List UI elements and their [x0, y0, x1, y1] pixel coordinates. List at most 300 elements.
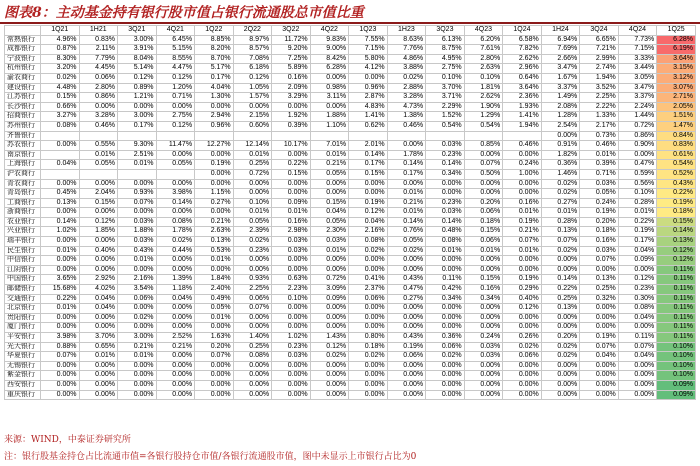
- value-cell: 0.88%: [41, 342, 80, 352]
- value-cell: 2.80%: [464, 54, 503, 64]
- value-cell: [156, 169, 195, 179]
- value-cell: 0.00%: [310, 265, 349, 275]
- value-cell: 0.25%: [541, 294, 580, 304]
- value-cell: 2.25%: [580, 93, 619, 103]
- value-cell: 0.00%: [156, 256, 195, 266]
- value-cell: 0.04%: [41, 160, 80, 170]
- value-cell: 0.25%: [233, 342, 272, 352]
- value-cell: [79, 169, 118, 179]
- latest-value-cell: 0.54%: [657, 160, 696, 170]
- value-cell: 1.43%: [310, 333, 349, 343]
- value-cell: 0.12%: [118, 73, 157, 83]
- latest-value-cell: 0.11%: [657, 333, 696, 343]
- value-cell: 0.00%: [387, 313, 426, 323]
- value-cell: 0.00%: [310, 189, 349, 199]
- value-cell: 2.62%: [503, 54, 542, 64]
- value-cell: 8.85%: [195, 35, 234, 45]
- value-cell: 0.13%: [41, 198, 80, 208]
- value-cell: 0.22%: [272, 160, 311, 170]
- bank-name: 华夏银行: [5, 352, 41, 362]
- table-row: [5, 131, 696, 141]
- value-cell: 3.98%: [41, 333, 80, 343]
- value-cell: 0.00%: [195, 361, 234, 371]
- latest-value-cell: 0.52%: [657, 169, 696, 179]
- value-cell: 0.00%: [464, 390, 503, 400]
- value-cell: 0.05%: [79, 160, 118, 170]
- value-cell: 8.63%: [387, 35, 426, 45]
- value-cell: 0.02%: [541, 352, 580, 362]
- value-cell: 2.99%: [580, 54, 619, 64]
- value-cell: 7.73%: [618, 35, 657, 45]
- value-cell: 0.19%: [503, 275, 542, 285]
- bank-name: 西安银行: [5, 380, 41, 390]
- bank-name: 邮储银行: [5, 285, 41, 295]
- value-cell: 0.06%: [233, 294, 272, 304]
- value-cell: 0.71%: [156, 93, 195, 103]
- value-cell: 0.14%: [387, 217, 426, 227]
- value-cell: 0.00%: [580, 323, 619, 333]
- value-cell: 0.00%: [272, 102, 311, 112]
- value-cell: 0.20%: [541, 333, 580, 343]
- value-cell: 0.08%: [156, 217, 195, 227]
- table-row: [5, 227, 696, 237]
- value-cell: 0.00%: [541, 256, 580, 266]
- value-cell: 0.15%: [79, 198, 118, 208]
- value-cell: 2.75%: [426, 64, 465, 74]
- value-cell: 0.02%: [387, 73, 426, 83]
- value-cell: 0.00%: [426, 304, 465, 314]
- value-cell: 2.16%: [349, 227, 388, 237]
- value-cell: 0.00%: [118, 265, 157, 275]
- value-cell: 0.86%: [618, 131, 657, 141]
- value-cell: 0.00%: [464, 304, 503, 314]
- value-cell: 0.00%: [618, 380, 657, 390]
- value-cell: 0.22%: [541, 285, 580, 295]
- value-cell: 0.03%: [272, 352, 311, 362]
- value-cell: 4.45%: [79, 64, 118, 74]
- value-cell: 0.43%: [387, 333, 426, 343]
- value-cell: 2.11%: [79, 45, 118, 55]
- value-cell: 0.02%: [156, 237, 195, 247]
- bank-name: 沪农商行: [5, 169, 41, 179]
- value-cell: 2.09%: [272, 83, 311, 93]
- bank-name: 长沙银行: [5, 102, 41, 112]
- value-cell: 3.28%: [387, 93, 426, 103]
- value-cell: 1.38%: [387, 112, 426, 122]
- value-cell: 3.27%: [41, 112, 80, 122]
- source-note: 来源：WIND，中泰证券研究所: [4, 435, 131, 445]
- value-cell: 0.01%: [118, 352, 157, 362]
- value-cell: 0.00%: [41, 361, 80, 371]
- value-cell: 0.08%: [426, 237, 465, 247]
- bank-name: 北京银行: [5, 304, 41, 314]
- value-cell: 0.18%: [464, 217, 503, 227]
- value-cell: 0.15%: [349, 169, 388, 179]
- value-cell: 0.65%: [79, 342, 118, 352]
- value-cell: 0.76%: [387, 227, 426, 237]
- value-cell: 0.00%: [272, 150, 311, 160]
- value-cell: 1.30%: [195, 93, 234, 103]
- value-cell: 0.98%: [310, 83, 349, 93]
- value-cell: 0.00%: [272, 380, 311, 390]
- value-cell: 0.00%: [41, 141, 80, 151]
- value-cell: 8.04%: [118, 54, 157, 64]
- value-cell: 8.70%: [195, 54, 234, 64]
- value-cell: 0.43%: [387, 275, 426, 285]
- value-cell: 0.00%: [349, 179, 388, 189]
- value-cell: 0.54%: [464, 121, 503, 131]
- value-cell: 9.30%: [118, 141, 157, 151]
- value-cell: 0.16%: [503, 198, 542, 208]
- value-cell: 0.00%: [118, 179, 157, 189]
- value-cell: 0.01%: [41, 246, 80, 256]
- value-cell: 0.00%: [349, 371, 388, 381]
- value-cell: 0.00%: [195, 102, 234, 112]
- value-cell: 0.00%: [310, 179, 349, 189]
- value-cell: 6.28%: [310, 64, 349, 74]
- value-cell: 0.00%: [618, 361, 657, 371]
- value-cell: 0.07%: [41, 352, 80, 362]
- bank-name: 农业银行: [5, 217, 41, 227]
- value-cell: 0.59%: [618, 169, 657, 179]
- value-cell: 0.00%: [310, 313, 349, 323]
- value-cell: 2.51%: [118, 150, 157, 160]
- value-cell: 1.92%: [272, 112, 311, 122]
- value-cell: 0.21%: [387, 198, 426, 208]
- table-row: [5, 285, 696, 295]
- value-cell: 3.88%: [387, 64, 426, 74]
- value-cell: 0.03%: [426, 208, 465, 218]
- value-cell: 0.12%: [233, 73, 272, 83]
- value-cell: 5.17%: [195, 64, 234, 74]
- value-cell: 1.00%: [503, 169, 542, 179]
- value-cell: 0.05%: [310, 169, 349, 179]
- value-cell: 8.42%: [310, 54, 349, 64]
- value-cell: 1.52%: [426, 112, 465, 122]
- table-row: [5, 64, 696, 74]
- latest-value-cell: 6.28%: [657, 35, 696, 45]
- value-cell: 0.00%: [580, 371, 619, 381]
- value-cell: 0.00%: [387, 390, 426, 400]
- value-cell: 0.00%: [79, 179, 118, 189]
- value-cell: 0.41%: [349, 275, 388, 285]
- value-cell: 0.00%: [426, 361, 465, 371]
- value-cell: 8.57%: [233, 45, 272, 55]
- value-cell: 0.02%: [349, 352, 388, 362]
- value-cell: 0.06%: [387, 352, 426, 362]
- value-cell: 0.00%: [387, 371, 426, 381]
- bank-name: 青农商行: [5, 179, 41, 189]
- value-cell: 1.93%: [503, 102, 542, 112]
- value-cell: 0.06%: [503, 352, 542, 362]
- value-cell: 0.00%: [580, 265, 619, 275]
- value-cell: 0.00%: [118, 323, 157, 333]
- latest-value-cell: 0.11%: [657, 304, 696, 314]
- value-cell: 3.05%: [618, 73, 657, 83]
- value-cell: 0.14%: [349, 150, 388, 160]
- value-cell: 0.00%: [41, 380, 80, 390]
- value-cell: 0.00%: [195, 208, 234, 218]
- value-cell: 0.00%: [541, 313, 580, 323]
- column-header: 4Q24: [618, 26, 657, 36]
- value-cell: 0.14%: [426, 217, 465, 227]
- value-cell: 0.22%: [618, 217, 657, 227]
- value-cell: 0.21%: [195, 217, 234, 227]
- value-cell: 1.41%: [503, 112, 542, 122]
- value-cell: 0.00%: [310, 380, 349, 390]
- value-cell: 0.02%: [541, 342, 580, 352]
- value-cell: 0.05%: [233, 217, 272, 227]
- value-cell: 0.12%: [79, 217, 118, 227]
- value-cell: 7.01%: [310, 141, 349, 151]
- bank-name: 青岛银行: [5, 189, 41, 199]
- value-cell: 0.00%: [464, 150, 503, 160]
- value-cell: 2.30%: [310, 227, 349, 237]
- value-cell: 0.36%: [426, 333, 465, 343]
- value-cell: 6.13%: [426, 35, 465, 45]
- value-cell: 0.00%: [426, 323, 465, 333]
- value-cell: 0.01%: [195, 256, 234, 266]
- value-cell: 0.02%: [118, 313, 157, 323]
- value-cell: 0.00%: [118, 361, 157, 371]
- value-cell: 0.00%: [503, 189, 542, 199]
- value-cell: 0.00%: [618, 265, 657, 275]
- value-cell: 0.00%: [272, 265, 311, 275]
- value-cell: 0.00%: [272, 179, 311, 189]
- value-cell: 0.72%: [233, 169, 272, 179]
- value-cell: 0.21%: [118, 342, 157, 352]
- latest-value-cell: 0.09%: [657, 380, 696, 390]
- value-cell: 7.55%: [349, 35, 388, 45]
- table-row: [5, 83, 696, 93]
- value-cell: 3.37%: [618, 93, 657, 103]
- value-cell: 0.00%: [195, 179, 234, 189]
- column-header: 3Q24: [580, 26, 619, 36]
- table-row: [5, 380, 696, 390]
- value-cell: 0.23%: [272, 342, 311, 352]
- value-cell: 7.21%: [580, 45, 619, 55]
- value-cell: 0.03%: [118, 217, 157, 227]
- latest-value-cell: 0.83%: [657, 141, 696, 151]
- value-cell: 0.17%: [195, 73, 234, 83]
- value-cell: 0.21%: [156, 342, 195, 352]
- value-cell: 3.20%: [41, 64, 80, 74]
- value-cell: 0.00%: [118, 208, 157, 218]
- value-cell: 0.03%: [118, 237, 157, 247]
- value-cell: 2.96%: [503, 64, 542, 74]
- value-cell: 0.00%: [156, 304, 195, 314]
- value-cell: 7.79%: [79, 54, 118, 64]
- value-cell: 0.00%: [618, 390, 657, 400]
- value-cell: 0.00%: [41, 390, 80, 400]
- value-cell: [41, 150, 80, 160]
- value-cell: 0.91%: [541, 141, 580, 151]
- bank-name: 浙商银行: [5, 208, 41, 218]
- value-cell: 4.73%: [387, 102, 426, 112]
- value-cell: 0.90%: [618, 141, 657, 151]
- latest-value-cell: 0.61%: [657, 150, 696, 160]
- value-cell: 0.00%: [349, 313, 388, 323]
- value-cell: 7.69%: [541, 45, 580, 55]
- value-cell: 5.80%: [349, 54, 388, 64]
- value-cell: 12.14%: [233, 141, 272, 151]
- table-row: [5, 102, 696, 112]
- value-cell: 0.00%: [233, 380, 272, 390]
- value-cell: 0.96%: [349, 83, 388, 93]
- value-cell: 0.32%: [580, 294, 619, 304]
- value-cell: 0.00%: [349, 189, 388, 199]
- value-cell: 0.46%: [503, 141, 542, 151]
- column-header: 2Q22: [233, 26, 272, 36]
- value-cell: 0.00%: [387, 304, 426, 314]
- value-cell: 0.13%: [541, 304, 580, 314]
- table-row: [5, 371, 696, 381]
- value-cell: 2.04%: [79, 189, 118, 199]
- bank-name: 杭州银行: [5, 64, 41, 74]
- value-cell: 1.39%: [156, 275, 195, 285]
- value-cell: 6.18%: [233, 64, 272, 74]
- value-cell: 0.00%: [310, 361, 349, 371]
- value-cell: 3.00%: [118, 112, 157, 122]
- value-cell: 0.06%: [118, 294, 157, 304]
- value-cell: 1.15%: [195, 189, 234, 199]
- latest-value-cell: 0.22%: [657, 189, 696, 199]
- value-cell: 0.00%: [79, 371, 118, 381]
- value-cell: 0.00%: [387, 141, 426, 151]
- value-cell: 2.08%: [541, 102, 580, 112]
- value-cell: 0.02%: [541, 189, 580, 199]
- value-cell: 0.00%: [79, 313, 118, 323]
- value-cell: 0.00%: [156, 323, 195, 333]
- value-cell: [272, 131, 311, 141]
- value-cell: 0.00%: [503, 323, 542, 333]
- value-cell: 0.00%: [41, 237, 80, 247]
- latest-value-cell: 0.10%: [657, 361, 696, 371]
- value-cell: 0.02%: [233, 237, 272, 247]
- value-cell: 0.00%: [310, 256, 349, 266]
- latest-value-cell: 0.11%: [657, 275, 696, 285]
- latest-value-cell: 0.11%: [657, 285, 696, 295]
- value-cell: 1.40%: [233, 333, 272, 343]
- bank-name: 中国银行: [5, 275, 41, 285]
- bank-name: 南京银行: [5, 150, 41, 160]
- value-cell: 0.96%: [195, 121, 234, 131]
- value-cell: 0.00%: [195, 371, 234, 381]
- value-cell: 0.04%: [618, 352, 657, 362]
- value-cell: 0.00%: [580, 304, 619, 314]
- value-cell: 0.00%: [79, 237, 118, 247]
- value-cell: 0.08%: [618, 304, 657, 314]
- bank-name: 贵阳银行: [5, 313, 41, 323]
- latest-value-cell: 0.11%: [657, 294, 696, 304]
- column-header: 1H23: [387, 26, 426, 36]
- value-cell: 1.28%: [541, 112, 580, 122]
- value-cell: 0.00%: [503, 371, 542, 381]
- value-cell: 0.06%: [349, 294, 388, 304]
- value-cell: 2.54%: [541, 121, 580, 131]
- latest-value-cell: 0.43%: [657, 179, 696, 189]
- value-cell: 1.94%: [580, 73, 619, 83]
- value-cell: [79, 131, 118, 141]
- value-cell: 0.00%: [349, 256, 388, 266]
- value-cell: 0.00%: [541, 390, 580, 400]
- value-cell: 0.10%: [272, 294, 311, 304]
- value-cell: 2.24%: [618, 102, 657, 112]
- value-cell: 0.00%: [464, 380, 503, 390]
- latest-value-cell: 0.15%: [657, 217, 696, 227]
- value-cell: 0.00%: [79, 265, 118, 275]
- table-row: [5, 189, 696, 199]
- value-cell: 1.88%: [310, 112, 349, 122]
- value-cell: 0.14%: [387, 160, 426, 170]
- table-row: [5, 217, 696, 227]
- value-cell: 0.12%: [310, 342, 349, 352]
- table-row: [5, 141, 696, 151]
- latest-value-cell: 0.10%: [657, 352, 696, 362]
- column-header: 3Q23: [426, 26, 465, 36]
- figure-title: 图表8：主动基金持有银行股市值占银行流通股总市值比重: [4, 5, 364, 21]
- table-row: [5, 390, 696, 400]
- value-cell: 2.52%: [156, 333, 195, 343]
- value-cell: 0.00%: [387, 361, 426, 371]
- table-row: [5, 160, 696, 170]
- value-cell: 0.00%: [503, 361, 542, 371]
- value-cell: 0.00%: [195, 380, 234, 390]
- value-cell: [118, 169, 157, 179]
- value-cell: 0.15%: [41, 93, 80, 103]
- column-header: 3Q22: [272, 26, 311, 36]
- value-cell: 0.16%: [272, 73, 311, 83]
- value-cell: 0.07%: [541, 237, 580, 247]
- table-row: [5, 323, 696, 333]
- value-cell: 0.00%: [156, 313, 195, 323]
- value-cell: 0.00%: [426, 390, 465, 400]
- value-cell: 0.08%: [349, 237, 388, 247]
- value-cell: 0.16%: [272, 217, 311, 227]
- value-cell: 0.00%: [156, 102, 195, 112]
- value-cell: 0.00%: [310, 323, 349, 333]
- value-cell: 3.00%: [118, 35, 157, 45]
- value-cell: 0.56%: [618, 179, 657, 189]
- value-cell: 0.07%: [195, 352, 234, 362]
- bank-name: 苏农银行: [5, 141, 41, 151]
- value-cell: 4.12%: [349, 64, 388, 74]
- value-cell: 0.24%: [464, 333, 503, 343]
- value-cell: 3.54%: [118, 285, 157, 295]
- value-cell: 3.70%: [426, 83, 465, 93]
- bank-name: 齐鲁银行: [5, 131, 41, 141]
- value-cell: 3.09%: [310, 285, 349, 295]
- value-cell: 2.29%: [426, 102, 465, 112]
- value-cell: 0.03%: [580, 179, 619, 189]
- value-cell: 0.00%: [580, 380, 619, 390]
- value-cell: 0.28%: [618, 198, 657, 208]
- value-cell: 0.01%: [310, 246, 349, 256]
- value-cell: 0.00%: [580, 361, 619, 371]
- value-cell: 0.46%: [580, 141, 619, 151]
- table-row: [5, 73, 696, 83]
- value-cell: 4.96%: [41, 35, 80, 45]
- column-header: 1Q24: [503, 26, 542, 36]
- value-cell: 1.20%: [156, 83, 195, 93]
- value-cell: 0.09%: [272, 198, 311, 208]
- value-cell: 0.34%: [426, 294, 465, 304]
- value-cell: 0.00%: [541, 371, 580, 381]
- table-row: [5, 169, 696, 179]
- value-cell: 3.64%: [503, 83, 542, 93]
- value-cell: 9.20%: [272, 45, 311, 55]
- value-cell: 7.15%: [618, 45, 657, 55]
